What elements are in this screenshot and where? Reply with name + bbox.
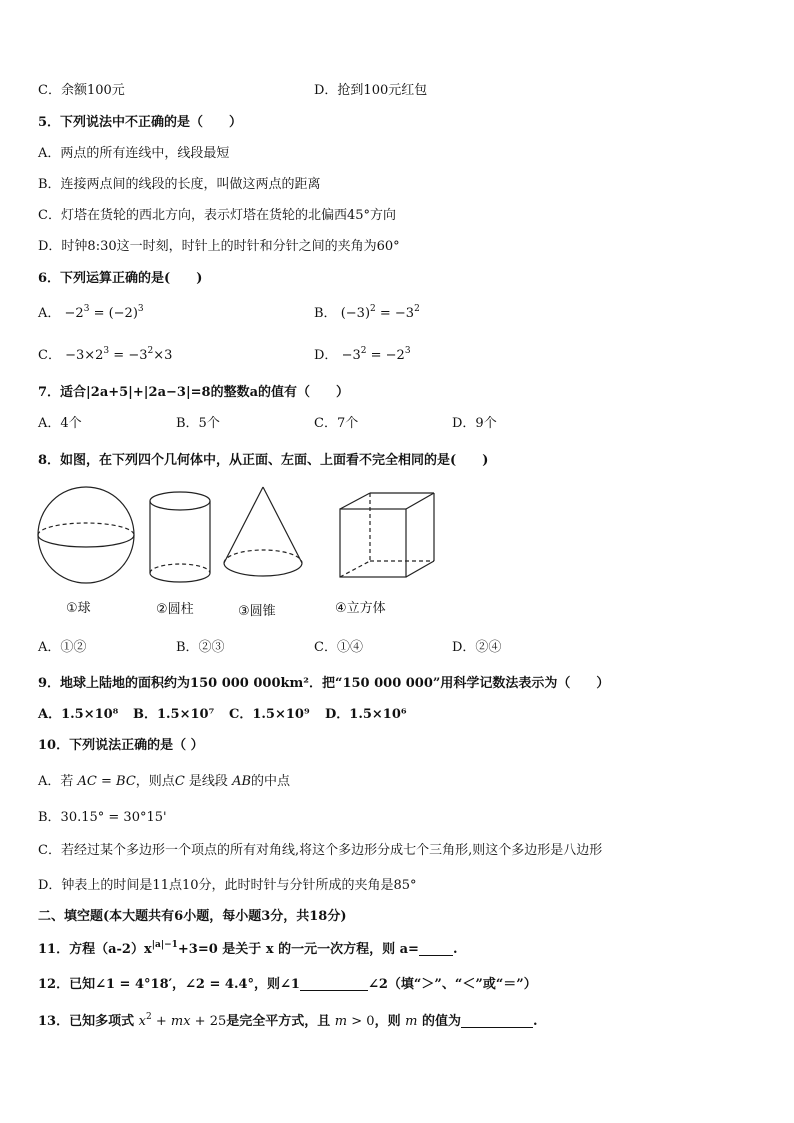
option-d-q9: D．1.5×10⁶ [325,707,407,722]
option-a-q5: A．两点的所有连线中，线段最短 [38,146,230,161]
question-13-text: 的值为 [421,1014,461,1029]
option-label: C． [38,348,61,363]
option-d-q7: D．9个 [452,416,497,431]
question-11-text: +3=0 是关于 x 的一元一次方程，则 a= [177,942,419,957]
option-d-q8: D．②④ [452,640,502,655]
option-d-q6: D． $-3^2 = -2^3$ [314,346,411,363]
question-9-stem: 9．地球上陆地的面积约为150 000 000km²．把“150 000 000”用科学记数法表示为（ ） [38,676,610,691]
question-12-text: 12．已知∠1 = 4°18′，∠2 = 4.4°，则∠1 [38,977,300,992]
option-d-q5: D．时钟8:30这一时刻，时针上的时针和分针之间的夹角为60° [38,239,400,254]
option-c-q8: C．①④ [314,640,363,655]
question-13: 13．已知多项式 $x^2$ + mx + 25是完全平方式，且 m > 0，则 m 的值为 . [38,1012,538,1029]
caption-sphere: ①球 [66,601,91,616]
cube-shape [340,493,434,577]
option-a-q8: A．①② [38,640,87,655]
option-b-q7: B．5个 [176,416,220,431]
option-a-text: 的中点 [251,774,291,789]
option-c-q4: C．余额100元 [38,83,125,98]
option-b-q8: B．②③ [176,640,225,655]
question-11-text: 11．方程（a-2）x [38,942,152,957]
question-10-stem: 10．下列说法正确的是（ ） [38,738,204,753]
option-b-q5: B．连接两点间的线段的长度，叫做这两点的距离 [38,177,321,192]
question-13-text: ，则 [374,1014,401,1029]
question-11: 11．方程$(a-2)x^{|a|-1}+3=0$ 是关于 x 的一元一次方程，则 a= . [38,940,458,957]
option-c-q7: C．7个 [314,416,359,431]
question-5-stem: 5．下列说法中不正确的是（ ） [38,115,243,130]
question-7-stem: 7．适合|2a+5|+|2a−3|=8的整数a的值有（ ） [38,385,350,400]
answer-blank[interactable] [300,976,368,991]
option-a-q7: A．4个 [38,416,82,431]
option-a-text: 是线段 [188,774,228,789]
answer-blank[interactable] [419,941,453,956]
question-11-text: . [452,942,458,957]
option-a-q6: A． $-2^3 = (-2)^3$ [38,304,144,321]
solids-figure [30,485,450,585]
question-13-text: . [532,1014,538,1029]
option-label: B． [314,306,337,321]
question-13-text: 是完全平方式，且 [226,1014,331,1029]
option-b-q9: B．1.5×10⁷ [133,707,215,722]
cone-shape [224,487,302,576]
caption-cylinder: ②圆柱 [156,602,194,617]
option-c-q5: C．灯塔在货轮的西北方向，表示灯塔在货轮的北偏西45°方向 [38,208,396,223]
option-label: D． [314,348,338,363]
option-c-q9: C．1.5×10⁹ [229,707,310,722]
caption-cone: ③圆锥 [238,604,276,619]
question-12-text: ∠2（填“＞”、“＜”或“＝”） [367,977,537,992]
section-2-heading: 二、填空题(本大题共有6小题，每小题3分，共18分) [38,909,347,924]
option-b-q10: B．30.15° = 30°15' [38,810,167,825]
option-d-q10: D．钟表上的时间是11点10分，此时时针与分针所成的夹角是85° [38,878,417,893]
option-c-q10: C．若经过某个多边形一个项点的所有对角线,将这个多边形分成七个三角形,则这个多边形是八边形 [38,843,603,858]
question-12 [38,975,537,995]
question-8-stem: 8．如图，在下列四个几何体中，从正面、左面、上面看不完全相同的是( ) [38,453,489,468]
question-6-stem: 6．下列运算正确的是( ) [38,271,203,286]
option-a-text: ，则点 [135,774,175,789]
answer-blank[interactable] [461,1013,533,1028]
question-13-text: 13．已知多项式 [38,1014,135,1029]
option-a-text: A．若 [38,774,74,789]
option-b-q6: B． $(-3)^2 = -3^2$ [314,304,420,321]
option-a-q9: A．1.5×10⁸ [38,707,119,722]
option-d-q4: D．抢到100元红包 [314,83,428,98]
option-a-q10: A．若 AC = BC，则点C 是线段 AB的中点 [38,774,291,789]
sphere-shape [38,487,134,583]
option-c-q6: C． $-3\times 2^3 = -3^2\times 3$ [38,346,173,363]
option-label: A． [38,306,61,321]
caption-cube: ④立方体 [335,601,386,616]
cylinder-shape [150,492,210,582]
